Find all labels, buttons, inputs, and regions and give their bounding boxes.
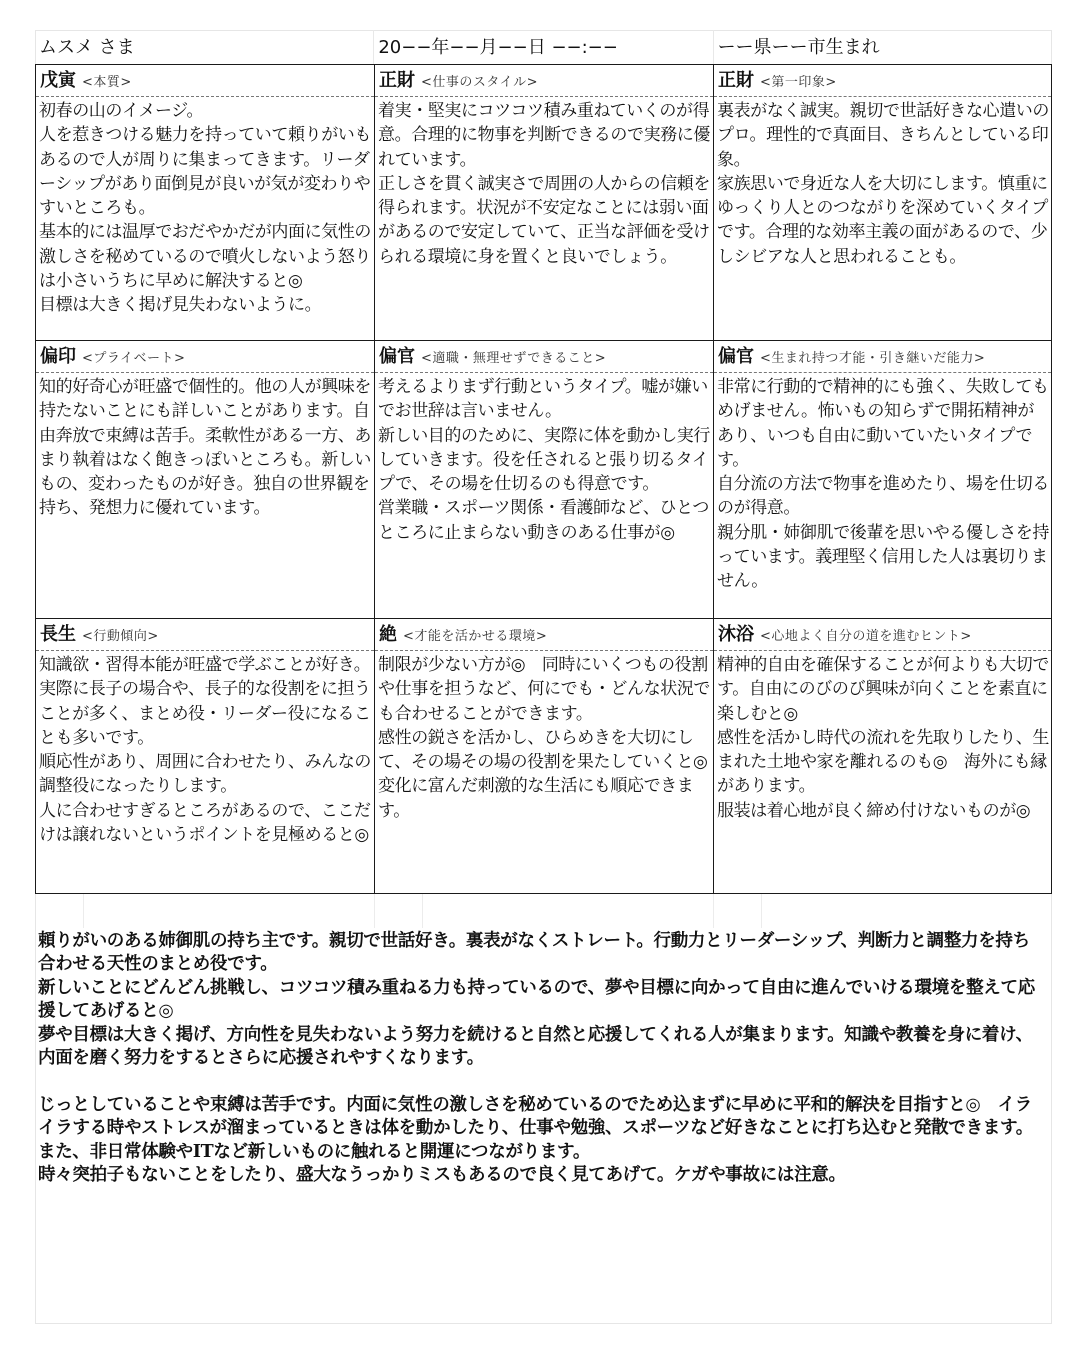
cell-header xyxy=(36,65,374,97)
text-line: 制限が少ない方が◎ 同時にいくつもの役割や仕事を担うなど、何にでも・どんな状況でも合わせることができます。 xyxy=(378,655,710,724)
text-line: 基本的には温厚でおだやかだが内面に気性の激しさを秘めているので噴火しないよう怒りは小さいうちに早めに解決すると◎ xyxy=(39,222,371,292)
text-line: 正しさを貫く誠実さで周囲の人からの信頼を得られます。状況が不安定なことには弱い面があるので安定していて、正当な評価を受けられる環境に身を置くと良いでしょう。 xyxy=(378,173,710,267)
cell-category: <プライベート> xyxy=(82,351,186,366)
client-name: ムスメ さま xyxy=(35,30,374,64)
cell-text xyxy=(714,373,1051,594)
cell-header xyxy=(36,341,374,373)
cell-work-style xyxy=(375,65,714,341)
cell-text xyxy=(375,651,713,823)
cell-behavior xyxy=(36,619,375,893)
cell-hint xyxy=(714,619,1051,893)
paragraph-gap xyxy=(38,1070,1038,1093)
star-name: 戊寅 xyxy=(40,70,76,91)
text-line: 服装は着心地が良く締め付けないものが◎ xyxy=(717,800,1031,821)
summary-paragraph: 夢や目標は大きく掲げ、方向性を見失わないよう努力を続けると自然と応援してくれる人が集まります。知識や教養を身に着け、内面を磨く努力をするとさらに応援されやすくなります。 xyxy=(38,1024,1033,1069)
cell-private xyxy=(36,341,375,619)
cell-essence xyxy=(36,65,375,341)
summary-paragraph: 頼りがいのある姉御肌の持ち主です。親切で世話好き。裏表がなくストレート。行動力とリーダーシップ、判断力と調整力を持ち合わせる天性のまとめ役です。 xyxy=(38,931,1030,975)
cell-text xyxy=(375,97,713,269)
text-line: 人を惹きつける魅力を持っていて頼りがいもあるので人が周りに集まってきます。リーダーシップがあり面倒見が良いが気が変わりやすいところも。 xyxy=(39,125,371,219)
cell-header xyxy=(714,619,1051,651)
cell-category: <本質> xyxy=(82,75,132,90)
text-line: 自分流の方法で物事を進めたり、場を仕切るのが得意。 xyxy=(717,474,1049,519)
text-line: 精神的自由を確保することが何よりも大切です。自由にのびのび興味が向くことを素直に楽しむと◎ xyxy=(717,655,1049,724)
star-name: 長生 xyxy=(40,624,76,645)
cell-category: <適職・無理せずできること> xyxy=(421,351,607,366)
text-line: 目標は大きく掲げ見失わないように。 xyxy=(39,295,322,316)
summary-paragraph: じっとしていることや束縛は苦手です。内面に気性の激しさを秘めているのでため込まずに早めに平和的解決を目指すと◎ イライラする時やストレスが溜まっているときは体を動かしたり、仕事や勉強、スポーツなど好きなことに打ち込むと発散できます。また、非日常体験やITなど新しいものに触れると開運につながります。 xyxy=(38,1094,1033,1162)
cell-text xyxy=(714,651,1051,823)
birth-datetime: 20−−年−−月−−日 −−:−− xyxy=(374,30,713,64)
star-name: 正財 xyxy=(718,70,754,91)
cell-inborn-talent xyxy=(714,341,1051,619)
cell-category: <行動傾向> xyxy=(82,629,159,644)
text-line: 営業職・スポーツ関係・看護師など、ひとつところに止まらない動きのある仕事が◎ xyxy=(378,498,709,543)
star-name: 正財 xyxy=(379,70,415,91)
cell-header xyxy=(36,619,374,651)
star-name: 偏官 xyxy=(379,346,415,367)
cell-header xyxy=(375,65,713,97)
text-line: 考えるよりまず行動というタイプ。嘘が嫌いでお世辞は言いません。 xyxy=(378,377,708,422)
text-line: 知識欲・習得本能が旺盛で学ぶことが好き。実際に長子の場合や、長子的な役割をに担うことが多く、まとめ役・リーダー役になることも多いです。 xyxy=(39,655,371,748)
text-line: 着実・堅実にコツコツ積み重ねていくのが得意。合理的に物事を判断できるので実務に優れています。 xyxy=(378,101,710,170)
star-name: 沐浴 xyxy=(718,624,754,645)
cell-header xyxy=(375,341,713,373)
text-line: 変化に富んだ刺激的な生活にも順応できます。 xyxy=(378,776,694,821)
text-line: 親分肌・姉御肌で後輩を思いやる優しさを持っています。義理堅く信用した人は裏切りません。 xyxy=(717,522,1049,592)
cell-text xyxy=(375,373,713,545)
text-line: 新しい目的のために、実際に体を動かし実行していきます。役を任されると張り切るタイプで、その場を仕切るのも得意です。 xyxy=(378,425,710,495)
text-line: 感性の鋭さを活かし、ひらめきを大切にして、その場その場の役割を果たしていくと◎ xyxy=(378,727,708,773)
text-line: 家族思いで身近な人を大切にします。慎重にゆっくり人とのつながりを深めていくタイプです。合理的な効率主義の面があるので、少しシビアな人と思われることも。 xyxy=(717,173,1048,267)
text-line: 裏表がなく誠実。親切で世話好きな心遣いのプロ。理性的で真面目、きちんとしている印象。 xyxy=(717,101,1049,170)
summary-paragraph: 新しいことにどんどん挑戦し、コツコツ積み重ねる力も持っているので、夢や目標に向かって自由に進んでいける環境を整えて応援してあげると◎ xyxy=(38,977,1035,1022)
star-name: 偏印 xyxy=(40,346,76,367)
star-name: 絶 xyxy=(379,624,397,645)
birthplace: ーー県ーー市生まれ xyxy=(717,37,880,58)
cell-category: <生まれ持つ才能・引き継いだ能力> xyxy=(760,351,986,366)
spacer-row xyxy=(35,894,1052,928)
cell-first-impression xyxy=(714,65,1051,341)
cell-category: <仕事のスタイル> xyxy=(421,75,539,90)
text-line: 初春の山のイメージ。 xyxy=(39,101,204,121)
header-row xyxy=(35,30,1052,64)
cell-suitable-job xyxy=(375,341,714,619)
cell-category: <才能を活かせる環境> xyxy=(403,629,548,644)
summary-paragraph: 時々突拍子もないことをしたり、盛大なうっかりミスもあるので良く見てあげて。ケガや事故には注意。 xyxy=(38,1165,846,1186)
cell-text xyxy=(36,651,374,847)
cell-header xyxy=(375,619,713,651)
cell-category: <第一印象> xyxy=(760,75,837,90)
text-line: 順応性があり、周囲に合わせたり、みんなの調整役になったりします。 xyxy=(39,752,371,797)
cell-text xyxy=(36,373,374,521)
cell-environment xyxy=(375,619,714,893)
cell-category: <心地よく自分の道を進むヒント> xyxy=(760,629,972,644)
text-line: 感性を活かし時代の流れを先取りしたり、生まれた土地や家を離れるのも◎ 海外にも縁があります。 xyxy=(717,727,1049,797)
cell-text xyxy=(714,97,1051,269)
summary-section xyxy=(38,930,1038,1187)
text-line: 人に合わせすぎるところがあるので、ここだけは譲れないというポイントを見極めると◎ xyxy=(39,800,371,846)
cell-header xyxy=(714,341,1051,373)
text-line: 知的好奇心が旺盛で個性的。他の人が興味を持たないことにも詳しいことがあります。自由奔放で束縛は苦手。柔軟性がある一方、あまり執着はなく飽きっぽいところも。新しいもの、変わったものが好き。独自の世界観を持ち、発想力に優れています。 xyxy=(39,377,371,519)
cell-text xyxy=(36,97,374,318)
reading-grid xyxy=(35,64,1052,894)
text-line: 非常に行動的で精神的にも強く、失敗してもめげません。怖いもの知らずで開拓精神があり、いつも自由に動いていたいタイプです。 xyxy=(717,377,1049,470)
cell-header xyxy=(714,65,1051,97)
star-name: 偏官 xyxy=(718,346,754,367)
